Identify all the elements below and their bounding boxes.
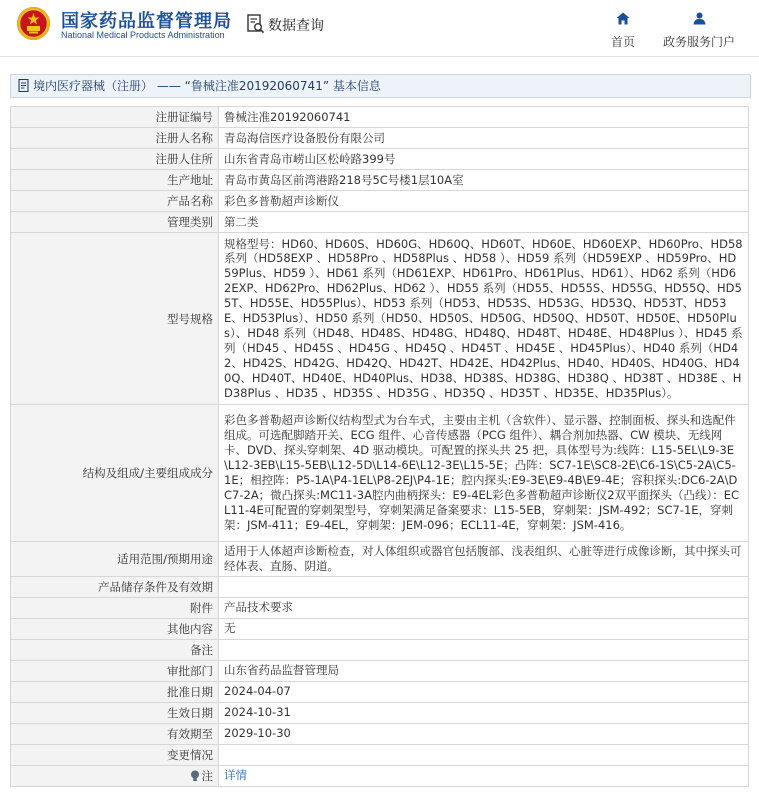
field-value-change-status (219, 744, 749, 765)
record-title: 境内医疗器械（注册） —— “鲁械注准20192060741” 基本信息 (33, 79, 381, 93)
nav-service-portal[interactable] (659, 10, 739, 50)
field-value-other-content: 无 (219, 618, 749, 639)
table-row (11, 702, 749, 723)
document-icon (18, 79, 30, 92)
field-label: 生产地址 (11, 170, 219, 191)
nav-home-label: 首页 (610, 35, 635, 49)
note-label-text: 注 (201, 768, 213, 783)
site-logo-text[interactable]: 国家药品监督管理局 (61, 11, 232, 32)
table-row (11, 723, 749, 744)
table-row (11, 576, 749, 597)
table-row (11, 405, 749, 542)
field-value-registrant-name: 青岛海信医疗设备股份有限公司 (219, 128, 749, 149)
field-value-remarks (219, 639, 749, 660)
field-value-management-category: 第二类 (219, 212, 749, 233)
field-label: 生效日期 (11, 702, 219, 723)
table-row (11, 618, 749, 639)
field-label: 有效期至 (11, 723, 219, 744)
national-emblem-icon (17, 7, 50, 40)
field-label: 审批部门 (11, 660, 219, 681)
field-value-registrant-address: 山东省青岛市崂山区松岭路399号 (219, 149, 749, 170)
table-row (11, 765, 749, 786)
table-row (11, 744, 749, 765)
field-label: 管理类别 (11, 212, 219, 233)
table-row (11, 149, 749, 170)
field-label: 产品储存条件及有效期 (11, 576, 219, 597)
field-value-effective-date: 2024-10-31 (219, 702, 749, 723)
field-value-structure-composition: 彩色多普勒超声诊断仪结构型式为台车式，主要由主机（含软件）、显示器、控制面板、探头和选配件组成。可选配脚踏开关、ECG 组件、心音传感器（PCG 组件）、耦合剂加热器、CW 模块、无线网卡、DVD、探头穿刺架、4D 驱动模块。可配置的探头共 25 把，具体型号为:线阵：L15-5EL\L9-3E\L12-3EB\L15-5EB\L12-5D\L14-6E\L12-3E\L15-5E；凸阵：SC7-1E\SC8-2E\C6-1S\C5-2A\C5-1E；相控阵：P5-1A\P4-1EL\P8-2EJ\P4-1E；腔内探头:E9-3E\E9-4B\E9-4E；容积探头:DC6-2A\DC7-2A；微凸探头:MC11-3A腔内曲柄探头：E9-4EL彩色多普勒超声诊断仪2双平面探头（凸线）：ECL11-4E可配置的穿刺架型号，穿刺架满足备案要求：L15-5EB，穿刺架：JSM-492；SC7-1E，穿刺架：JSM-411；E9-4EL，穿刺架：JEM-096；ECL11-4E，穿刺架：JSM-416。 (219, 405, 749, 542)
field-label: 注册证编号 (11, 107, 219, 128)
field-label: 注册人住所 (11, 149, 219, 170)
field-label: 附件 (11, 597, 219, 618)
table-row (11, 597, 749, 618)
field-label: 批准日期 (11, 681, 219, 702)
field-label: 备注 (11, 639, 219, 660)
record-title-bar (10, 74, 751, 98)
field-value-approval-date: 2024-04-07 (219, 681, 749, 702)
field-label: 注册人名称 (11, 128, 219, 149)
lightbulb-icon (190, 770, 200, 782)
table-row (11, 542, 749, 577)
table-row (11, 681, 749, 702)
table-row (11, 191, 749, 212)
field-value-attachment: 产品技术要求 (219, 597, 749, 618)
field-value-production-address: 青岛市黄岛区前湾港路218号5C号楼1层10A室 (219, 170, 749, 191)
field-label-note (11, 765, 219, 786)
table-row (11, 660, 749, 681)
table-row (11, 212, 749, 233)
field-value-note (219, 765, 749, 786)
details-link[interactable]: 详情 (224, 768, 247, 783)
field-value-model-specification: 规格型号：HD60、HD60S、HD60G、HD60Q、HD60T、HD60E、HD60EXP、HD60Pro、HD58 系列（HD58EXP 、HD58Pro 、HD58Plus 、HD58 ）、HD59 系列（HD59EXP 、HD59Pro、HD59Plus、HD59 ）、HD61 系列（HD61EXP、HD61Pro、HD61Plus、HD61）、HD62 系列（HD62EXP、HD62Pro、HD62Plus、HD62 ）、HD55 系列（HD55、HD55S、HD55G、HD55Q、HD55T、HD55E、HD55Plus）、HD53 系列（HD53、HD53S、HD53G、HD53Q、HD53T、HD53E、HD53Plus）、HD50 系列（HD50、HD50S、HD50G、HD50Q、HD50T、HD50E、HD50Plus）、HD48 系列（HD48、HD48S、HD48G、HD48Q、HD48T、HD48E、HD48Plus ）、HD45 系列（HD45 、HD45S 、HD45G 、HD45Q 、HD45T 、HD45E 、HD45Plus）、HD40 系列（HD42、HD42S、HD42G、HD42Q、HD42T、HD42E、HD42Plus、HD40、HD40S、HD40G、HD40Q、HD40T、HD40E、HD40Plus、HD38、HD38S、HD38G、HD38Q 、HD38T 、HD38E 、HD38Plus 、HD35 、HD35S 、HD35G 、HD35Q 、HD35T 、HD35E、HD35Plus）。 (219, 233, 749, 405)
table-row (11, 233, 749, 405)
nav-home[interactable] (583, 10, 663, 50)
field-value-product-name: 彩色多普勒超声诊断仪 (219, 191, 749, 212)
field-value-valid-until: 2029-10-30 (219, 723, 749, 744)
field-label: 型号规格 (11, 233, 219, 405)
field-value-approval-department: 山东省药品监督管理局 (219, 660, 749, 681)
site-logo-subtitle: National Medical Products Administration (61, 30, 225, 40)
field-label: 结构及组成/主要组成成分 (11, 405, 219, 542)
data-query-icon (247, 14, 265, 34)
home-icon (616, 12, 630, 25)
table-row (11, 107, 749, 128)
table-row (11, 170, 749, 191)
field-label: 适用范围/预期用途 (11, 542, 219, 577)
registration-info-table (10, 106, 749, 787)
data-query-title[interactable]: 数据查询 (268, 18, 324, 34)
nav-service-portal-label: 政务服务门户 (662, 35, 735, 49)
table-row (11, 639, 749, 660)
table-row (11, 128, 749, 149)
field-label: 产品名称 (11, 191, 219, 212)
field-value-registration-number: 鲁械注准20192060741 (219, 107, 749, 128)
site-header (0, 0, 759, 57)
field-label: 其他内容 (11, 618, 219, 639)
field-value-storage-conditions (219, 576, 749, 597)
field-value-intended-use: 适用于人体超声诊断检查，对人体组织或器官包括腹部、浅表组织、心脏等进行成像诊断，其中探头可经体表、直肠、阴道。 (219, 542, 749, 577)
field-label: 变更情况 (11, 744, 219, 765)
user-icon (693, 12, 706, 25)
